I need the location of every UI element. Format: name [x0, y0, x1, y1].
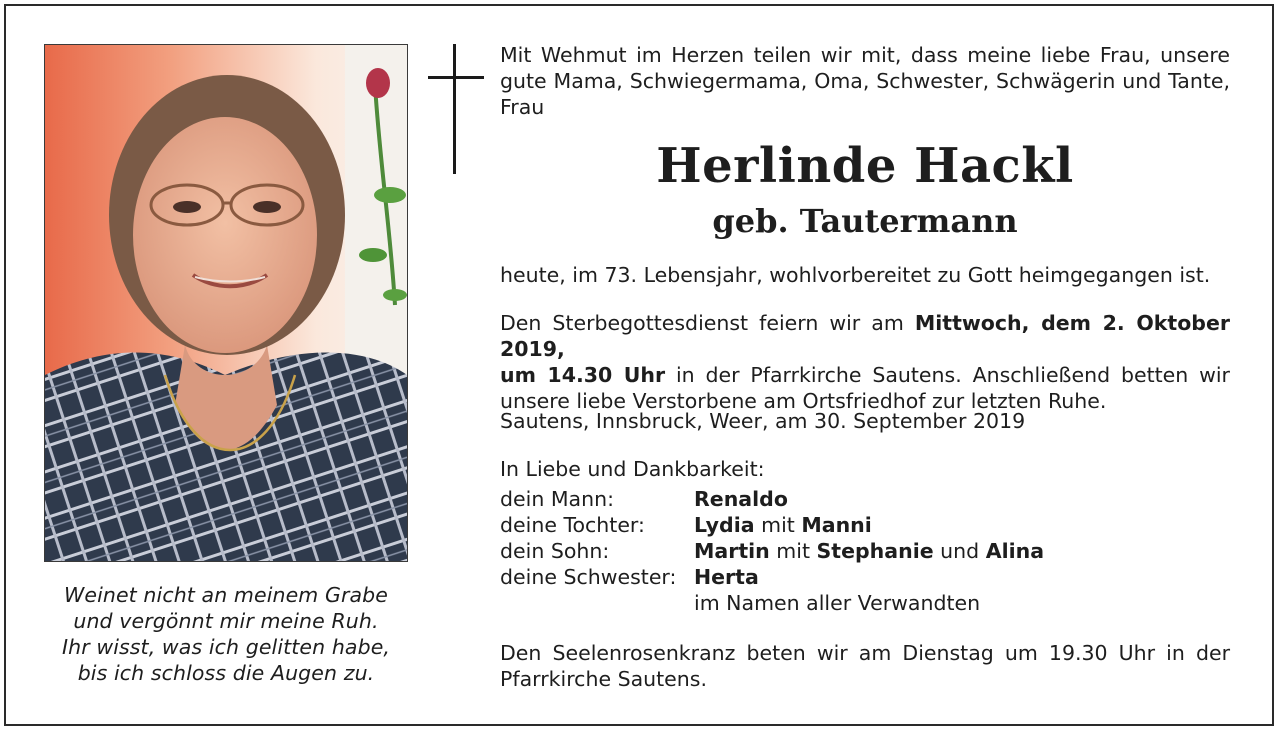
- husband-name: Renaldo: [694, 487, 788, 511]
- poem-line: Ihr wisst, was ich gelitten habe,: [61, 635, 391, 659]
- service-line-1: [500, 310, 1230, 362]
- daughter-name: Lydia: [694, 513, 755, 537]
- portrait-photo: [44, 44, 408, 562]
- poem-line: bis ich schloss die Augen zu.: [77, 661, 375, 685]
- place-date: Sautens, Innsbruck, Weer, am 30. September 2019: [500, 409, 1026, 433]
- service-post: in der Pfarrkirche Sautens. Anschließend betten wir: [665, 363, 1230, 387]
- rosary-line: Den Seelenrosenkranz beten wir am Dienstag um 19.30 Uhr in der: [500, 641, 1230, 665]
- cross-icon: [453, 44, 456, 174]
- son-child-name: Alina: [985, 539, 1045, 563]
- relatives-text: im Namen aller Verwandten: [694, 591, 981, 615]
- family-row: [500, 512, 1044, 538]
- deceased-name: Herlinde Hackl: [656, 138, 1074, 194]
- family-names: [694, 486, 788, 512]
- passing-text: heute, im 73. Lebensjahr, wohlvorbereitet zu Gott heimgegangen ist.: [500, 263, 1211, 287]
- intro-line: gute Mama, Schwiegermama, Oma, Schwester, Schwägerin und Tante,: [500, 69, 1230, 93]
- memorial-poem: [44, 582, 408, 686]
- family-role: deine Tochter:: [500, 513, 645, 537]
- connector-text: mit: [761, 513, 795, 537]
- intro-text: [500, 42, 1230, 120]
- cross-icon-bar: [428, 76, 484, 79]
- rosary-line: Pfarrkirche Sautens.: [500, 667, 707, 691]
- intro-line: Mit Wehmut im Herzen teilen wir mit, dass meine liebe Frau, unsere: [500, 43, 1230, 67]
- poem-line: und vergönnt mir meine Ruh.: [73, 609, 379, 633]
- family-row: [500, 486, 1044, 512]
- service-line-3: unsere liebe Verstorbene am Ortsfriedhof zur letzten Ruhe.: [500, 389, 1107, 413]
- family-intro: In Liebe und Dankbarkeit:: [500, 457, 765, 481]
- family-role: deine Schwester:: [500, 565, 677, 589]
- son-name: Martin: [694, 539, 770, 563]
- birth-name: geb. Tautermann: [712, 202, 1018, 240]
- family-role: dein Sohn:: [500, 539, 610, 563]
- service-time: um 14.30 Uhr: [500, 363, 666, 387]
- family-row: [500, 590, 1044, 616]
- intro-line: Frau: [500, 95, 545, 119]
- connector-text: und: [940, 539, 980, 563]
- family-names: [694, 564, 759, 590]
- rosary-text: [500, 640, 1230, 692]
- family-list: [500, 486, 1044, 616]
- service-date: Mittwoch, dem 2. Oktober 2019,: [500, 311, 1230, 361]
- service-line-2: [500, 362, 1230, 388]
- family-role: dein Mann:: [500, 487, 614, 511]
- son-partner-name: Stephanie: [816, 539, 934, 563]
- poem-line: Weinet nicht an meinem Grabe: [64, 583, 388, 607]
- family-names: [694, 512, 872, 538]
- connector-text: mit: [776, 539, 810, 563]
- sister-name: Herta: [694, 565, 759, 589]
- family-names: [694, 538, 1044, 564]
- family-row: [500, 538, 1044, 564]
- daughter-partner-name: Manni: [801, 513, 872, 537]
- service-pre: Den Sterbegottesdienst feiern wir am: [500, 311, 915, 335]
- family-row: [500, 564, 1044, 590]
- service-text: [500, 310, 1230, 414]
